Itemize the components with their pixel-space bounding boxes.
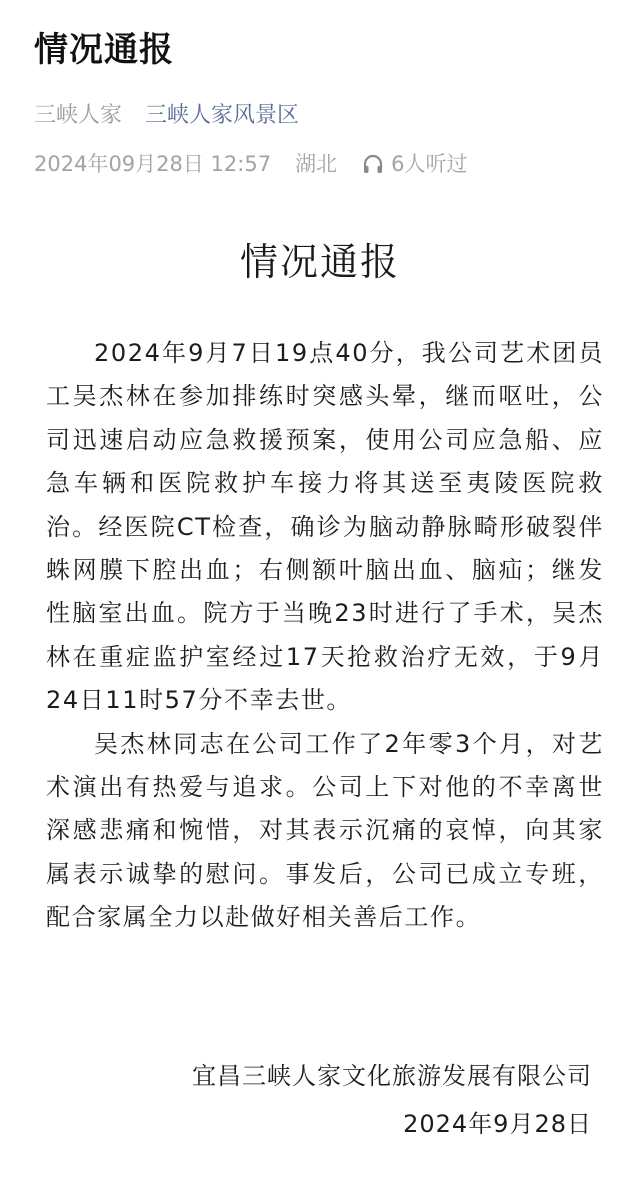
document-body xyxy=(46,332,604,940)
signature-organization: 宜昌三峡人家文化旅游发展有限公司 xyxy=(192,1062,592,1090)
publish-datetime: 2024年09月28日 12:57 xyxy=(34,152,272,176)
article-meta-info xyxy=(34,148,467,180)
signature-date: 2024年9月28日 xyxy=(403,1110,592,1138)
article-meta-source xyxy=(34,100,299,132)
body-paragraph: 2024年9月7日19点40分，我公司艺术团员工吴杰林在参加排练时突感头晕，继而呕吐，公司迅速启动应急救援预案，使用公司应急船、应急车辆和医院救护车接力将其送至夷陵医院救治。经医院CT检查，确诊为脑动静脉畸形破裂伴蛛网膜下腔出血；右侧额叶脑出血、脑疝；继发性脑室出血。院方于当晚23时进行了手术，吴杰林在重症监护室经过17天抢救治疗无效，于9月24日11时57分不幸去世。 xyxy=(46,339,604,715)
document-heading: 情况通报 xyxy=(239,240,400,284)
account-name-link[interactable]: 三峡人家风景区 xyxy=(145,103,300,128)
listen-count: 6人听过 xyxy=(391,152,468,176)
body-paragraph: 吴杰林同志在公司工作了2年零3个月，对艺术演出有热爱与追求。公司上下对他的不幸离世深感悲痛和惋惜，对其表示沉痛的哀悼，向其家属表示诚挚的慰问。事发后，公司已成立专班，配合家属全力以赴做好相关善后工作。 xyxy=(46,729,604,932)
article-title: 情况通报 xyxy=(34,30,174,70)
listen-button[interactable] xyxy=(361,148,467,180)
document-signature xyxy=(192,1052,592,1148)
headphone-icon xyxy=(361,152,385,176)
author-name: 三峡人家 xyxy=(34,103,123,128)
publish-location: 湖北 xyxy=(295,152,338,176)
